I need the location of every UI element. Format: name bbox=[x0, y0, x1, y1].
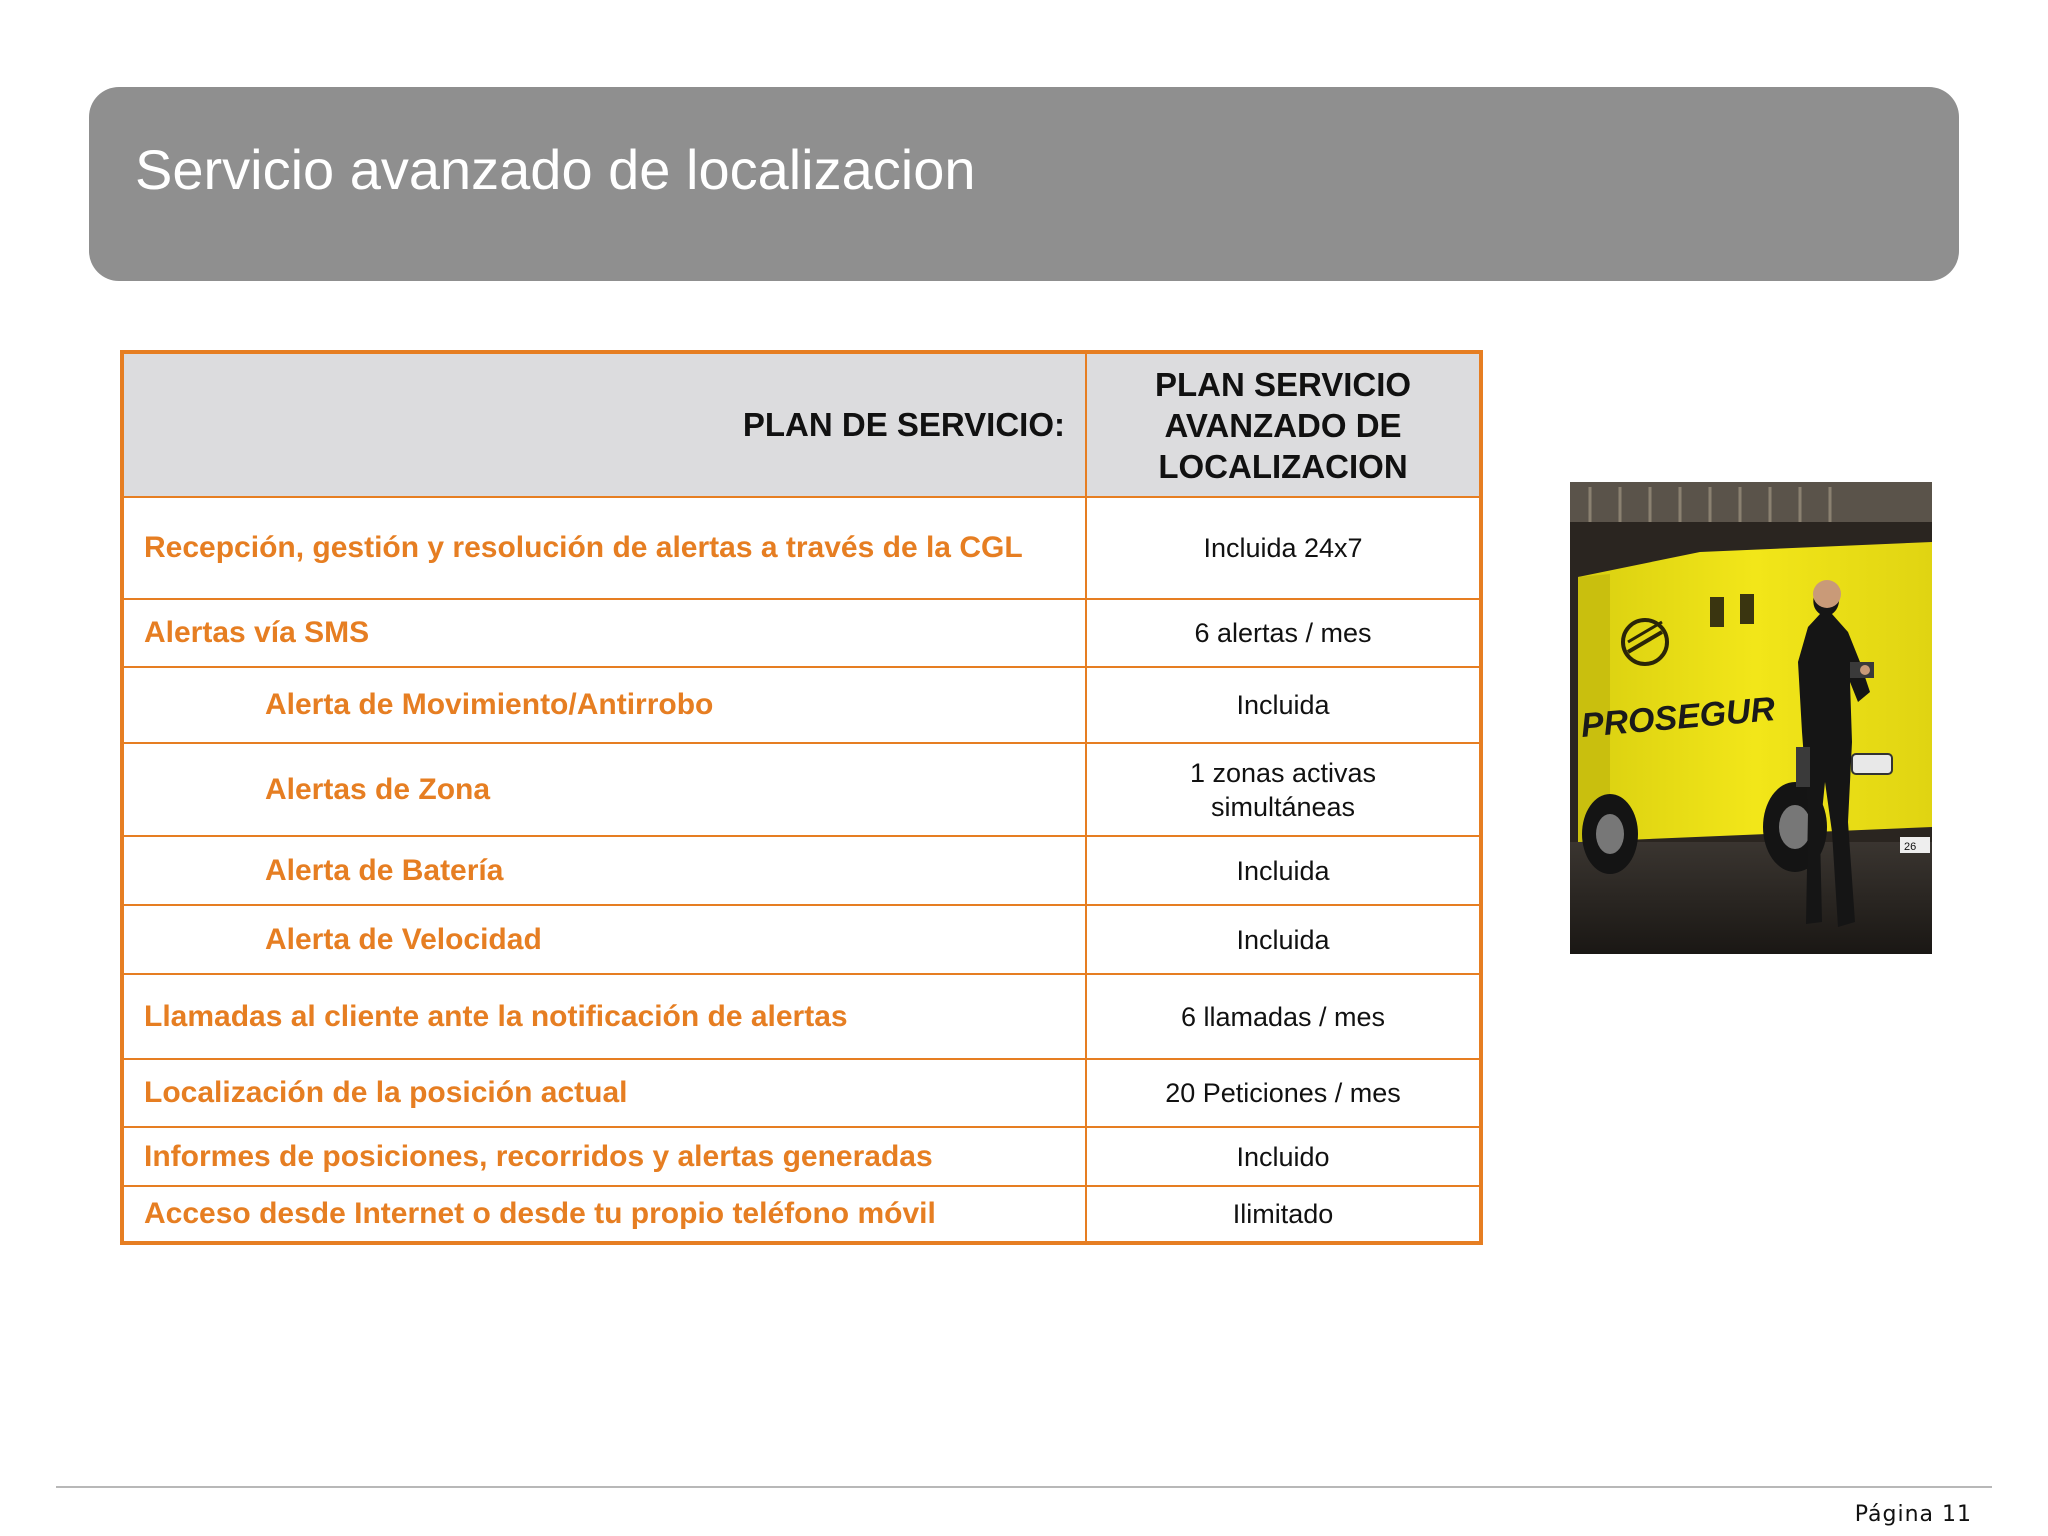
table-row bbox=[122, 1059, 1481, 1127]
title-bar bbox=[89, 87, 1959, 281]
armored-truck-illustration bbox=[1570, 482, 1932, 954]
footer-divider bbox=[56, 1486, 1992, 1488]
value-cell: Incluida 24x7 bbox=[1086, 497, 1481, 599]
service-plan-table bbox=[120, 350, 1483, 1245]
table-row bbox=[122, 497, 1481, 599]
value-cell-text: 1 zonas activas simultáneas bbox=[1189, 757, 1377, 822]
value-cell bbox=[1086, 743, 1481, 836]
value-cell: 20 Peticiones / mes bbox=[1086, 1059, 1481, 1127]
header-plan-name bbox=[1086, 352, 1481, 497]
page-number: Página 11 bbox=[1854, 1502, 1972, 1527]
table-row bbox=[122, 599, 1481, 667]
table-row bbox=[122, 1186, 1481, 1243]
value-cell: Incluida bbox=[1086, 836, 1481, 905]
header-plan-name-text: PLAN SERVICIO AVANZADO DE LOCALIZACION bbox=[1154, 365, 1412, 485]
value-cell: 6 llamadas / mes bbox=[1086, 974, 1481, 1059]
truck-brand-text: PROSEGUR bbox=[1579, 690, 1777, 745]
feature-cell: Informes de posiciones, recorridos y alertas generadas bbox=[122, 1127, 1086, 1186]
feature-cell: Alertas vía SMS bbox=[122, 599, 1086, 667]
table-row bbox=[122, 1127, 1481, 1186]
table-row bbox=[122, 836, 1481, 905]
feature-cell: Alerta de Movimiento/Antirrobo bbox=[122, 667, 1086, 743]
feature-cell: Localización de la posición actual bbox=[122, 1059, 1086, 1127]
feature-cell: Recepción, gestión y resolución de alertas a través de la CGL bbox=[122, 497, 1086, 599]
table-row bbox=[122, 667, 1481, 743]
value-cell: Incluido bbox=[1086, 1127, 1481, 1186]
value-cell: Incluida bbox=[1086, 667, 1481, 743]
page-title: Servicio avanzado de localizacion bbox=[135, 138, 976, 201]
feature-cell: Llamadas al cliente ante la notificación de alertas bbox=[122, 974, 1086, 1059]
value-cell: Ilimitado bbox=[1086, 1186, 1481, 1243]
feature-cell: Alerta de Velocidad bbox=[122, 905, 1086, 974]
table-row bbox=[122, 743, 1481, 836]
armored-truck-photo bbox=[1570, 482, 1932, 954]
table-row bbox=[122, 974, 1481, 1059]
feature-cell: Alertas de Zona bbox=[122, 743, 1086, 836]
feature-cell: Acceso desde Internet o desde tu propio teléfono móvil bbox=[122, 1186, 1086, 1243]
truck-plate-text: 26 bbox=[1904, 841, 1917, 853]
header-plan-label: PLAN DE SERVICIO: bbox=[122, 352, 1086, 497]
value-cell: 6 alertas / mes bbox=[1086, 599, 1481, 667]
table-header-row bbox=[122, 352, 1481, 497]
value-cell: Incluida bbox=[1086, 905, 1481, 974]
feature-cell: Alerta de Batería bbox=[122, 836, 1086, 905]
table-row bbox=[122, 905, 1481, 974]
